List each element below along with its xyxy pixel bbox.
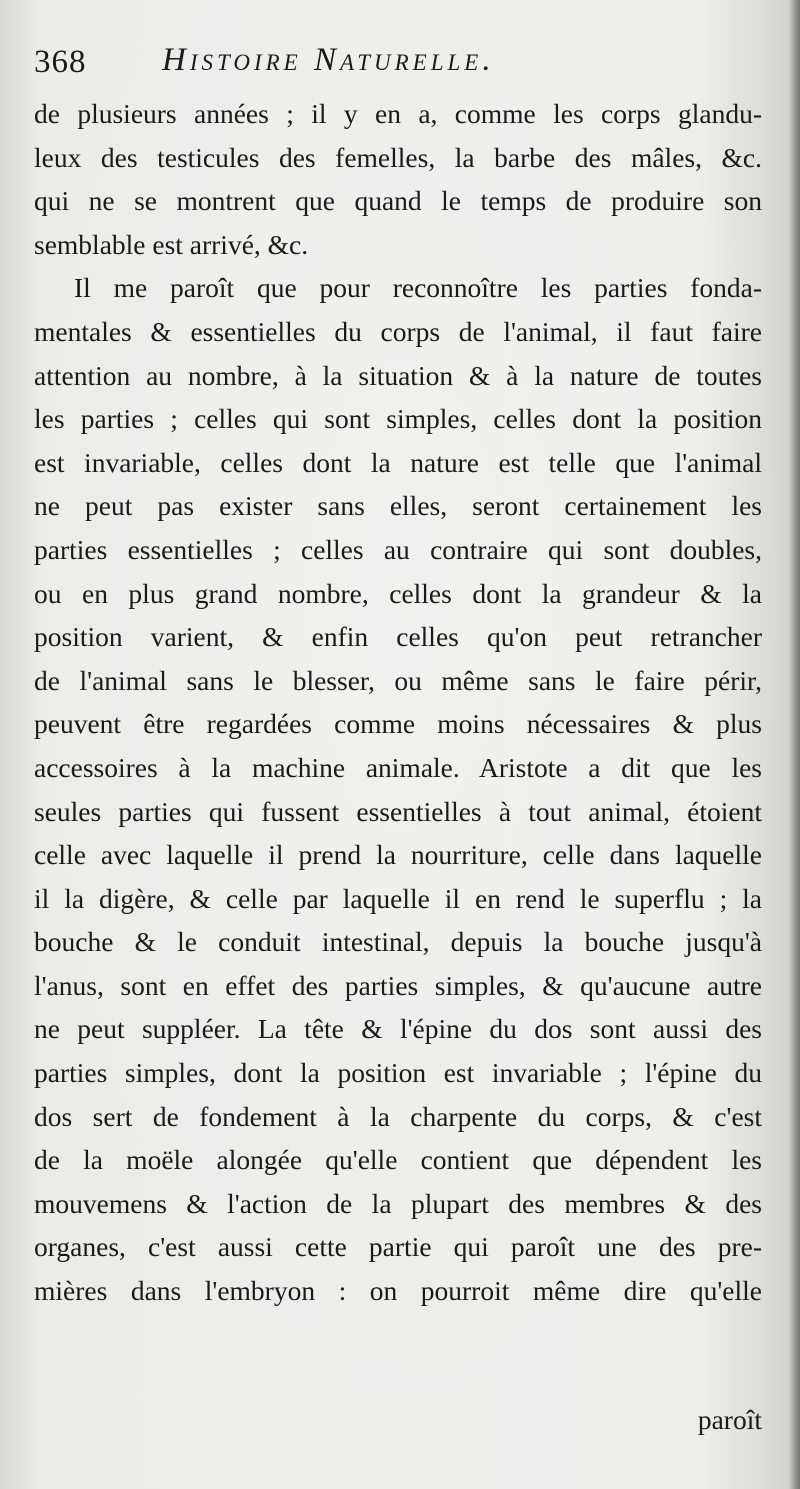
text-line: mentales & essentielles du corps de l'animal, il faut faire <box>34 315 762 347</box>
text-line: parties essentielles ; celles au contraire qui sont doubles, <box>34 533 762 565</box>
catchword: paroît <box>697 1404 762 1435</box>
text-line: ne peut suppléer. La tête & l'épine du dos sont aussi des <box>34 1013 762 1045</box>
text-line: organes, c'est aussi cette partie qui paroît une des pre- <box>34 1231 762 1263</box>
text-line: bouche & le conduit intestinal, depuis la bouche jusqu'à <box>34 926 762 958</box>
text-line: dos sert de fondement à la charpente du corps, & c'est <box>34 1100 762 1132</box>
text-line: est invariable, celles dont la nature est telle que l'animal <box>34 446 762 478</box>
text-line: de l'animal sans le blesser, ou même sans le faire périr, <box>34 664 762 696</box>
text-line: mières dans l'embryon : on pourroit même dire qu'elle <box>34 1275 762 1307</box>
page-header <box>34 38 774 88</box>
text-line: leux des testicules des femelles, la barbe des mâles, &c. <box>34 141 762 173</box>
text-line: peuvent être regardées comme moins nécessaires & plus <box>34 708 762 740</box>
text-line: seules parties qui fussent essentielles à tout animal, étoient <box>34 795 762 827</box>
text-line: parties simples, dont la position est invariable ; l'épine du <box>34 1057 762 1089</box>
text-line: qui ne se montrent que quand le temps de produire son <box>34 185 762 217</box>
text-line: ou en plus grand nombre, celles dont la grandeur & la <box>34 577 762 609</box>
text-line: attention au nombre, à la situation & à la nature de toutes <box>34 359 762 391</box>
text-line: les parties ; celles qui sont simples, celles dont la position <box>34 403 762 435</box>
text-line: l'anus, sont en effet des parties simples, & qu'aucune autre <box>34 969 762 1001</box>
text-line: mouvemens & l'action de la plupart des membres & des <box>34 1187 762 1219</box>
page-edge-shadow <box>788 0 800 1489</box>
page-number: 368 <box>34 44 87 80</box>
text-line: de la moële alongée qu'elle contient que dépendent les <box>34 1144 762 1176</box>
text-line: semblable est arrivé, &c. <box>34 228 309 260</box>
paragraph-first-line: Il me paroît que pour reconnoître les parties fonda- <box>74 272 762 304</box>
text-line: celle avec laquelle il prend la nourriture, celle dans laquelle <box>34 839 762 871</box>
text-line: ne peut pas exister sans elles, seront certainement les <box>34 490 762 522</box>
text-line: de plusieurs années ; il y en a, comme les corps glandu- <box>34 98 762 129</box>
running-title: Histoire Naturelle. <box>162 42 495 78</box>
text-line: accessoires à la machine animale. Aristote a dit que les <box>34 751 762 783</box>
text-line: il la digère, & celle par laquelle il en rend le superflu ; la <box>34 882 762 914</box>
text-line: position varient, & enfin celles qu'on peut retrancher <box>34 621 762 653</box>
body-text <box>34 92 762 1435</box>
